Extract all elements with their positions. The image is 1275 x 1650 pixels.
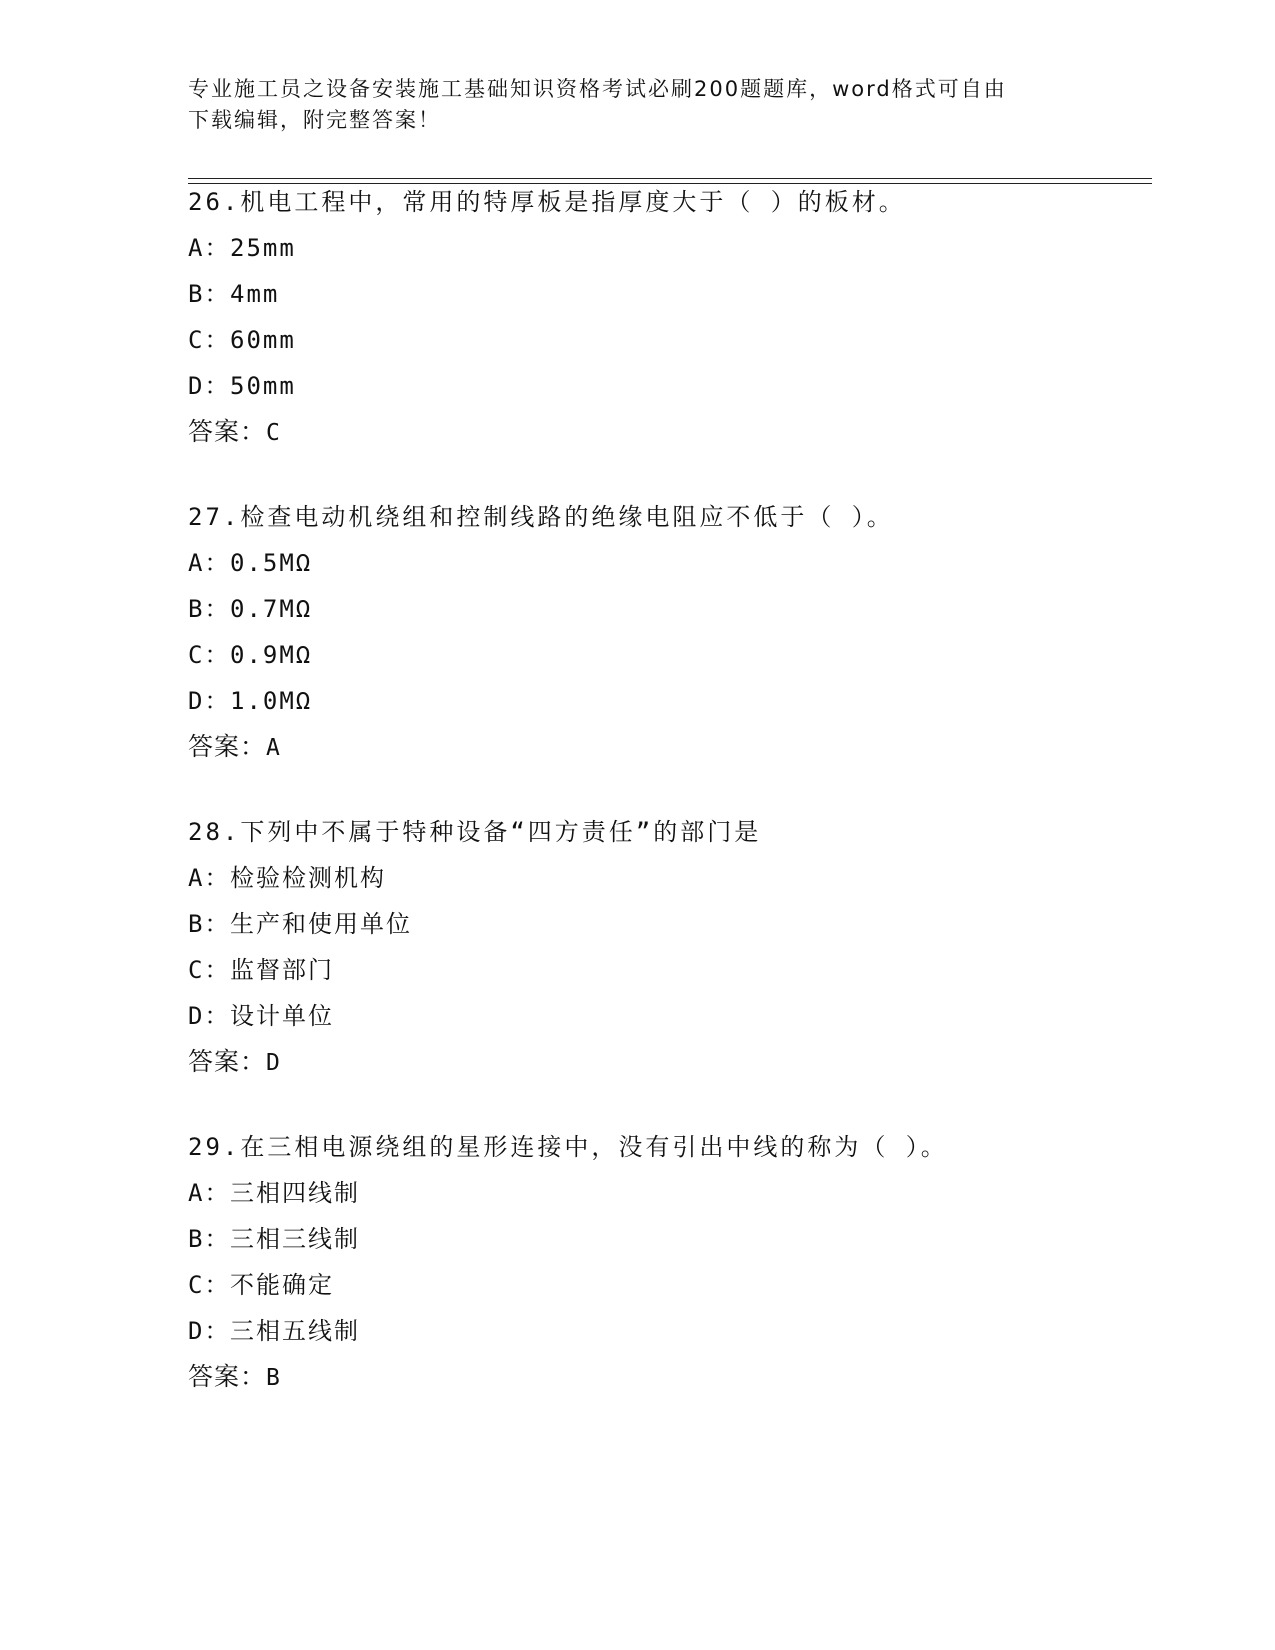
option-text: 0.5MΩ	[230, 549, 313, 577]
option-text: 三相五线制	[230, 1317, 360, 1345]
option-text: 60mm	[230, 326, 296, 354]
answer	[188, 724, 1168, 770]
answer-value: B	[266, 1365, 281, 1391]
header-line-2: 下载编辑，附完整答案！	[188, 108, 441, 132]
answer-label: 答案：	[188, 1047, 267, 1076]
option-text: 监督部门	[230, 956, 334, 984]
option-letter: A：	[188, 1179, 231, 1207]
answer	[188, 1039, 1168, 1085]
option-letter: C：	[188, 326, 231, 354]
option-letter: B：	[188, 910, 231, 938]
option-b	[188, 901, 1168, 947]
question-stem: 29.在三相电源绕组的星形连接中，没有引出中线的称为（ ）。	[188, 1133, 948, 1161]
question-29	[188, 1124, 1168, 1400]
question-stem: 28.下列中不属于特种设备“四方责任”的部门是	[188, 818, 762, 846]
option-c	[188, 317, 1168, 363]
question-26	[188, 179, 1168, 455]
option-letter: C：	[188, 641, 231, 669]
option-letter: D：	[188, 1002, 231, 1030]
option-letter: B：	[188, 1225, 231, 1253]
option-text: 1.0MΩ	[230, 687, 313, 715]
option-letter: C：	[188, 1271, 231, 1299]
option-a	[188, 855, 1168, 901]
option-text: 三相四线制	[230, 1179, 360, 1207]
option-text: 25mm	[230, 234, 296, 262]
question-stem: 27.检查电动机绕组和控制线路的绝缘电阻应不低于（ ）。	[188, 503, 894, 531]
option-text: 4mm	[230, 280, 280, 308]
option-d	[188, 993, 1168, 1039]
option-letter: A：	[188, 549, 231, 577]
option-c	[188, 947, 1168, 993]
answer-label: 答案：	[188, 1362, 267, 1391]
option-a	[188, 225, 1168, 271]
option-text: 三相三线制	[230, 1225, 360, 1253]
option-d	[188, 1308, 1168, 1354]
answer-label: 答案：	[188, 417, 267, 446]
option-c	[188, 1262, 1168, 1308]
option-c	[188, 632, 1168, 678]
question-27	[188, 494, 1168, 770]
option-a	[188, 1170, 1168, 1216]
option-text: 50mm	[230, 372, 296, 400]
answer	[188, 409, 1168, 455]
option-letter: B：	[188, 280, 231, 308]
option-letter: A：	[188, 234, 231, 262]
question-28	[188, 809, 1168, 1085]
option-text: 0.9MΩ	[230, 641, 313, 669]
option-b	[188, 586, 1168, 632]
option-b	[188, 1216, 1168, 1262]
answer-value: D	[266, 1050, 281, 1076]
question-stem: 26.机电工程中，常用的特厚板是指厚度大于（ ）的板材。	[188, 188, 906, 216]
option-d	[188, 363, 1168, 409]
option-text: 生产和使用单位	[230, 910, 412, 938]
header-line-1: 专业施工员之设备安装施工基础知识资格考试必刷200题题库，word格式可自由	[188, 77, 1007, 101]
document-header	[188, 74, 1088, 136]
option-d	[188, 678, 1168, 724]
option-text: 0.7MΩ	[230, 595, 313, 623]
answer-label: 答案：	[188, 732, 267, 761]
option-text: 不能确定	[230, 1271, 334, 1299]
option-letter: C：	[188, 956, 231, 984]
answer-value: C	[266, 420, 281, 446]
option-text: 设计单位	[230, 1002, 334, 1030]
option-letter: D：	[188, 1317, 231, 1345]
option-letter: D：	[188, 372, 231, 400]
option-a	[188, 540, 1168, 586]
option-letter: D：	[188, 687, 231, 715]
answer-value: A	[266, 735, 281, 761]
answer	[188, 1354, 1168, 1400]
option-letter: B：	[188, 595, 231, 623]
option-text: 检验检测机构	[230, 864, 386, 892]
option-letter: A：	[188, 864, 231, 892]
option-b	[188, 271, 1168, 317]
